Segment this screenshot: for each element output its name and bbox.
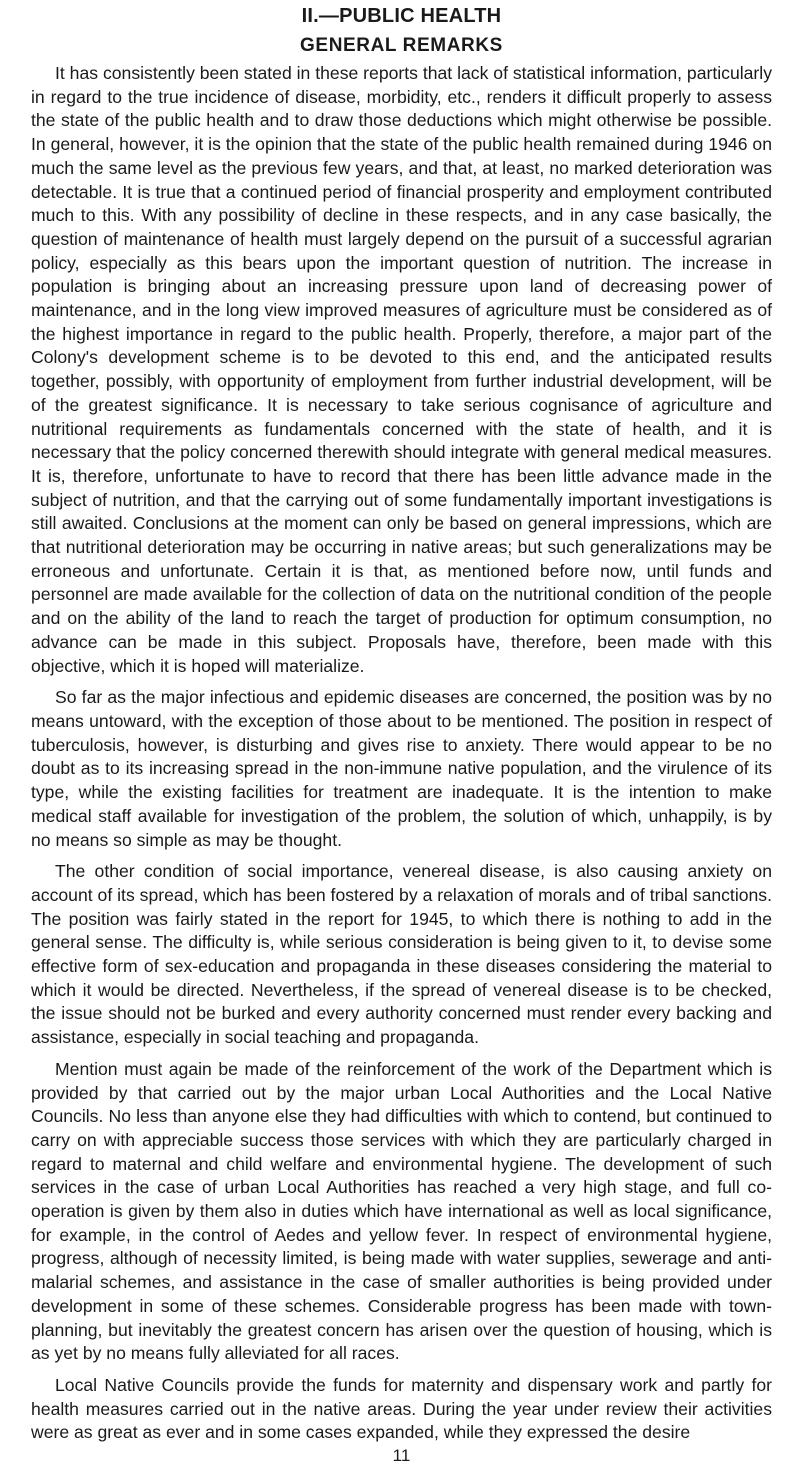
paragraph-local-authorities: Mention must again be made of the reinforcement of the work of the Department which is provided by that carried out by the major urban Local Authorities and the Local Native Councils. No less than anyone else they had difficulties with which to contend, but continued to carry on with appreciable success those services with which they are particularly charged in regard to maternal and child welfare and environmental hygiene. The development of such services in the case of urban Local Authorities has reached a very high stage, and full co-operation is given by them also in duties which have international as well as local significance, for example, in the control of Aedes and yellow fever. In respect of environmental hygiene, progress, although of necessity limited, is being made with water supplies, sewerage and anti-malarial schemes, and assistance in the case of smaller authorities is being provided under development in some of these schemes. Considerable progress has been made with town-planning, but inevitably the greatest concern has arisen over the question of housing, which is as yet by no means fully alleviated for all races. xyxy=(31,1058,772,1364)
paragraph-nutrition: It has consistently been stated in these reports that lack of statistical information, particularly in regard to the true incidence of disease, morbidity, etc., renders it difficult properly to assess the state of the public health and to draw those deductions which might otherwise be possible. In general, however, it is the opinion that the state of the public health remained during 1946 on much the same level as the previous few years, and that, at least, no marked deterioration was detectable. It is true that a continued period of financial prosperity and employment contributed much to this. With any possibility of decline in these respects, and in any case basically, the question of maintenance of health must largely depend on the pursuit of a successful agrarian policy, especially as this bears upon the important question of nutrition. The increase in population is bringing about an increasing pressure upon land of decreasing power of maintenance, and in the long view improved measures of agriculture must be considered as of the highest importance in regard to the public health. Properly, therefore, a major part of the Colony's development scheme is to be devoted to this end, and the anticipated results together, possibly, with opportunity of employment from further industrial development, will be of the greatest significance. It is necessary to take serious cognisance of agriculture and nutritional requirements as fundamentals concerned with the state of health, and it is necessary that the policy concerned therewith should integrate with general medical measures. It is, therefore, unfortunate to have to record that there has been little advance made in the subject of nutrition, and that the carrying out of some fundamentally important investigations is still awaited. Conclusions at the moment can only be based on general impressions, which are that nutritional deterioration may be occurring in native areas; but such generalizations may be erroneous and unfortunate. Certain it is that, as mentioned before now, until funds and personnel are made available for the collection of data on the nutritional condition of the people and on the ability of the land to reach the target of production for optimum consumption, no advance can be made in this subject. Proposals have, therefore, been made with this objective, which it is hoped will materialize. xyxy=(31,63,772,676)
paragraph-native-councils: Local Native Councils provide the funds for maternity and dispensary work and partly for health measures carried out in the native areas. During the year under review their activities were as great as ever and in some cases expanded, while they expressed the desire xyxy=(31,1374,772,1443)
paragraph-tuberculosis: So far as the major infectious and epidemic diseases are concerned, the position was by no means untoward, with the exception of those about to be mentioned. The position in respect of tuberculosis, however, is disturbing and gives rise to anxiety. There would appear to be no doubt as to its increasing spread in the non-immune native population, and the virulence of its type, while the existing facilities for treatment are inadequate. It is the intention to make medical staff available for investigation of the problem, the solution of which, unhappily, is by no means so simple as may be thought. xyxy=(31,687,772,850)
page-number: 11 xyxy=(392,1446,411,1466)
section-subtitle: GENERAL REMARKS xyxy=(300,35,503,56)
paragraph-venereal-disease: The other condition of social importance, venereal disease, is also causing anxiety on account of its spread, which has been fostered by a relaxation of morals and of tribal sanctions. The position was fairly stated in the report for 1945, to which there is nothing to add in the general sense. The difficulty is, while serious consideration is being given to it, to devise some effective form of sex-education and propaganda in these diseases considering the material to which it would be directed. Nevertheless, if the spread of venereal disease is to be checked, the issue should not be burked and every authority concerned must render every backing and assistance, especially in social teaching and propaganda. xyxy=(31,861,772,1048)
document-page xyxy=(31,4,772,1467)
section-title: II.—PUBLIC HEALTH xyxy=(301,5,502,27)
